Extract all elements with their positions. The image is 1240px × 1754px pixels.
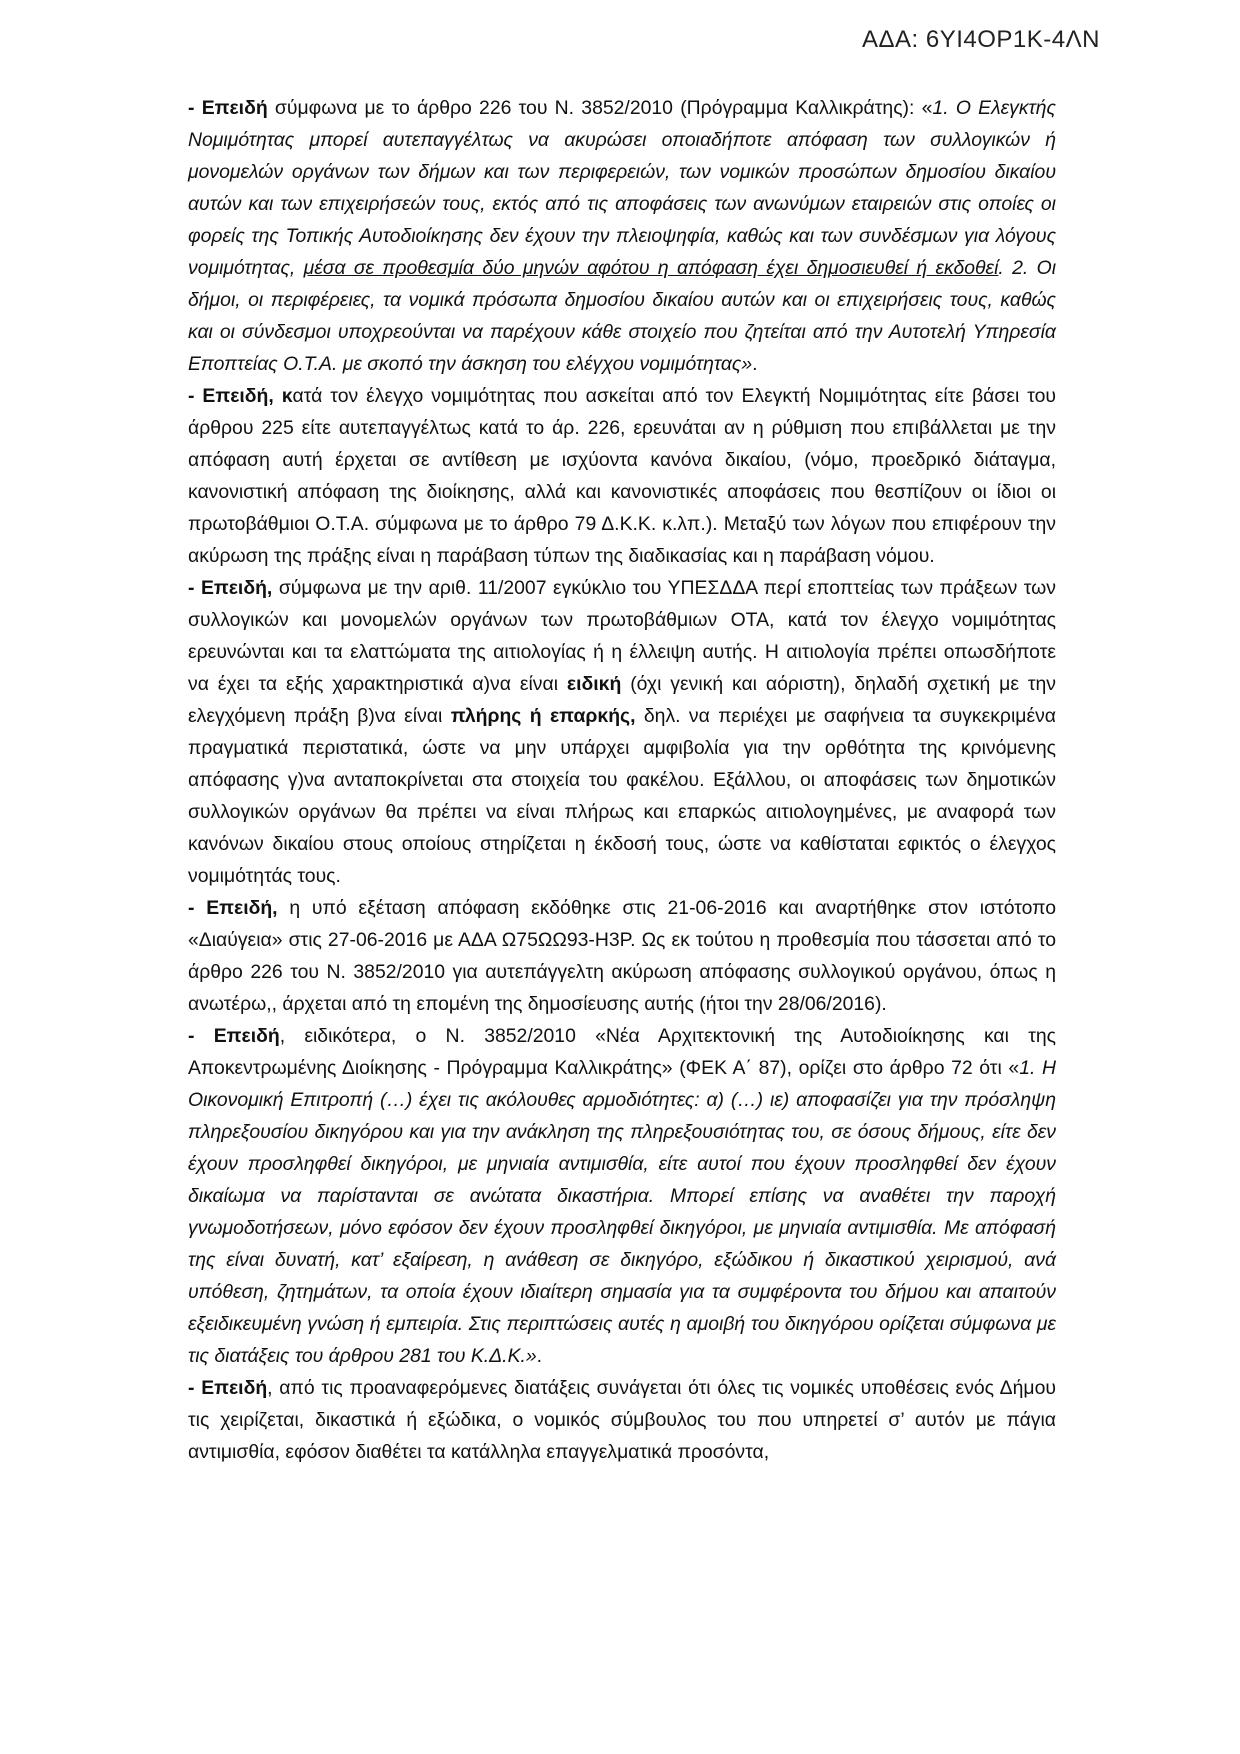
paragraph-lead: - Επειδή [188,97,268,119]
paragraph-text: η υπό εξέταση απόφαση εκδόθηκε στις 21-06-2016 και αναρτήθηκε στον ιστότοπο «Διαύγεια» στις 27-06-2016 με ΑΔΑ Ω75ΩΩ93-Η3Ρ. Ως εκ τούτου η προθεσμία που τάσσεται από το άρθρο 226 του Ν. 3852/2010 για αυτεπάγγελτη ακύρωση απόφασης συλλογικού οργάνου, όπως η ανωτέρω,, άρχεται από τη επομένη της δημοσίευσης αυτής (ήτοι την 28/06/2016). [188,897,1056,1015]
quoted-underlined-text: μέσα σε προθεσμία δύο μηνών αφότου η απόφαση έχει δημοσιευθεί ή εκδοθεί [303,257,999,279]
paragraph-text: ατά τον έλεγχο νομιμότητας που ασκείται από τον Ελεγκτή Νομιμότητας είτε βάσει του άρθρου 225 είτε αυτεπαγγέλτως κατά το άρ. 226, ερευνάται αν η ρύθμιση που επιβάλλεται με την απόφαση αυτή έρχεται σε αντίθεση με ισχύοντα κανόνα δικαίου, (νόμο, προεδρικό διάταγμα, κανονιστική απόφαση της διοίκησης, αλλά και κανονιστικές αποφάσεις που θεσπίζουν οι ίδιοι οι πρωτοβάθμιοι Ο.Τ.Α. σύμφωνα με το άρθρο 79 Δ.Κ.Κ. κ.λπ.). Μεταξύ των λόγων που επιφέρουν την ακύρωση της πράξης είναι η παράβαση τύπων της διαδικασίας και η παράβαση νόμου. [188,385,1057,567]
paragraph-lead: - Επειδή [188,1377,268,1399]
ada-code: ΑΔΑ: 6ΥΙ4ΟΡ1Κ-4ΛΝ [862,26,1100,53]
quoted-text: 1. Ο Ελεγκτής Νομιμότητας μπορεί αυτεπαγγέλτως να ακυρώσει οποιαδήποτε απόφαση των συλλογικών ή μονομελών οργάνων των δήμων και των περιφερειών, των νομικών προσώπων δημοσίου δικαίου αυτών και των επιχειρήσεών τους, εκτός από τις αποφάσεις των ανωνύμων εταιρειών στις οποίες οι φορείς της Τοπικής Αυτοδιοίκησης δεν έχουν την πλειοψηφία, καθώς και των συνδέσμων για λόγους νομιμότητας, [188,97,1056,279]
paragraph-4 [188,892,1056,1020]
paragraph-text: δηλ. να περιέχει με σαφήνεια τα συγκεκριμένα πραγματικά περιστατικά, ώστε να μην υπάρχει αμφιβολία για την ορθότητα της κρινόμενης απόφασης γ)να ανταποκρίνεται στα στοιχεία του φακέλου. Εξάλλου, οι αποφάσεις των δημοτικών συλλογικών οργάνων θα πρέπει να είναι πλήρως και επαρκώς αιτιολογημένες, με αναφορά των κανόνων δικαίου στους οποίους στηρίζεται η έκδοσή τους, ώστε να καθίσταται εφικτός ο έλεγχος νομιμότητάς τους. [188,705,1056,887]
paragraph-lead: - Επειδή, [188,577,273,599]
paragraph-text: σύμφωνα με την αριθ. 11/2007 εγκύκλιο του ΥΠΕΣΔΔΑ περί εποπτείας των πράξεων των συλλογικών και μονομελών οργάνων των πρωτοβάθμιων ΟΤΑ, κατά τον έλεγχο νομιμότητας ερευνώνται και τα ελαττώματα της αιτιολογίας ή η έλλειψη αυτής. Η αιτιολογία πρέπει οπωσδήποτε να έχει τα εξής χαρακτηριστικά α)να είναι [188,577,1057,695]
paragraph-lead: - Επειδή, [188,897,278,919]
paragraph-text: , από τις προαναφερόμενες διατάξεις συνάγεται ότι όλες τις νομικές υποθέσεις ενός Δήμου τις χειρίζεται, δικαστικά ή εξώδικα, ο νομικός σύμβουλος του που υπηρετεί σ’ αυτόν με πάγια αντιμισθία, εφόσον διαθέτει τα κατάλληλα επαγγελματικά προσόντα, [188,1377,1056,1463]
paragraph-text: . [536,1345,543,1367]
paragraph-5 [188,1020,1056,1372]
quoted-text: 1. Η Οικονομική Επιτροπή (…) έχει τις ακόλουθες αρμοδιότητες: α) (…) ιε) αποφασίζει για την πρόσληψη πληρεξουσίου δικηγόρου και για την ανάκληση της πληρεξουσιότητας του, σε όσους δήμους, είτε δεν έχουν προσληφθεί δικηγόροι, με μηνιαία αντιμισθία, είτε αυτοί που έχουν προσληφθεί δεν έχουν δικαίωμα να παρίστανται σε ανώτατα δικαστήρια. Μπορεί επίσης να αναθέτει την παροχή γνωμοδοτήσεων, μόνο εφόσον δεν έχουν προσληφθεί δικηγόροι, με μηνιαία αντιμισθία. Με απόφασή της είναι δυνατή, κατ’ εξαίρεση, η ανάθεση σε δικηγόρο, εξώδικου ή δικαστικού χειρισμού, ανά υπόθεση, ζητημάτων, τα οποία έχουν ιδιαίτερη σημασία για τα συμφέροντα του δήμου και απαιτούν εξειδικευμένη γνώση ή εμπειρία. Στις περιπτώσεις αυτές η αμοιβή του δικηγόρου ορίζεται σύμφωνα με τις διατάξεις του άρθρου 281 του Κ.Δ.Κ.» [188,1057,1057,1367]
quoted-text: . 2. Οι δήμοι, οι περιφέρειες, τα νομικά πρόσωπα δημοσίου δικαίου αυτών και οι επιχειρήσεις τους, καθώς και οι σύνδεσμοι υποχρεούνται να παρέχουν κάθε στοιχείο που ζητείται από την Αυτοτελή Υπηρεσία Εποπτείας Ο.Τ.Α. με σκοπό την άσκηση του ελέγχου νομιμότητας» [188,257,1057,375]
bold-term: πλήρης ή επαρκής, [450,705,636,727]
paragraph-lead: - Επειδή, κ [188,385,293,407]
paragraph-text: . [752,353,758,375]
paragraph-text: σύμφωνα με το άρθρο 226 του Ν. 3852/2010 (Πρόγραμμα Καλλικράτης): « [267,97,933,119]
paragraph-3 [188,572,1056,892]
paragraph-lead: - Επειδή [188,1025,280,1047]
paragraph-6 [188,1372,1056,1468]
paragraph-text: (όχι γενική και αόριστη), δηλαδή σχετική με την ελεγχόμενη πράξη β)να είναι [188,673,1056,727]
paragraph-1 [188,92,1056,380]
paragraph-text: , ειδικότερα, ο Ν. 3852/2010 «Νέα Αρχιτεκτονική της Αυτοδιοίκησης και της Αποκεντρωμένης Διοίκησης - Πρόγραμμα Καλλικράτης» (ΦΕΚ Α΄ 87), ορίζει στο άρθρο 72 ότι « [188,1025,1056,1079]
bold-term: ειδική [566,673,622,695]
paragraph-2 [188,380,1056,572]
document-body [188,92,1056,1468]
